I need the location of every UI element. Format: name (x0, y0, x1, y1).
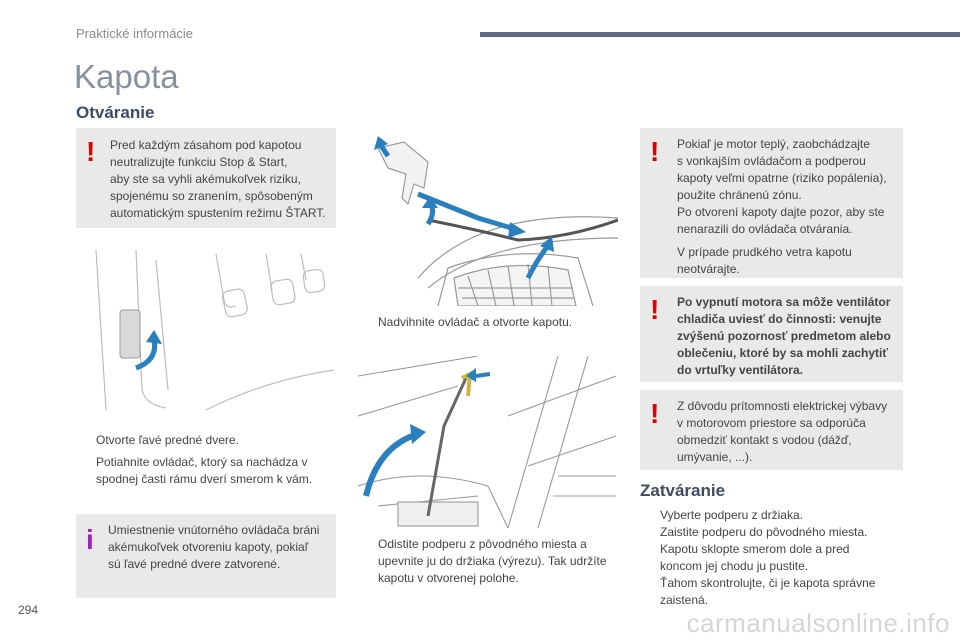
warning-box-water (640, 390, 903, 470)
illustration-interior-lever (76, 240, 336, 420)
warning-box-hot-engine (640, 128, 903, 278)
warning-text: Pokiaľ je motor teplý, zaobchádzajte s vonkajším ovládačom a podperou kapoty veľmi opatrne (riziko popálenia), použite chránenú zónu. Po otvorení kapoty dajte pozor, aby ste nenarazili do ovládača otvárania. V prípade prudkého vetra kapotu neotvárajte. (677, 137, 887, 276)
section-heading-opening: Otváranie (76, 103, 155, 122)
illustration-interior-lever-drawing (76, 240, 336, 420)
step-pull-lever: Potiahnite ovládač, ktorý sa nachádza v spodnej časti rámu dverí smerom k vám. (96, 455, 313, 486)
info-icon: i (86, 524, 94, 555)
step-lift-lever: Nadvihnite ovládač a otvorte kapotu. (378, 315, 573, 329)
warning-icon: ! (650, 398, 660, 429)
illustration-hood-release-drawing (358, 128, 618, 306)
warning-box-fan (640, 286, 903, 382)
illustration-prop-rod (358, 356, 618, 528)
illustration-prop-rod-drawing (358, 356, 618, 528)
page-title: Kapota (74, 58, 179, 95)
step-open-door: Otvorte ľavé predné dvere. (96, 433, 239, 447)
header-rule (480, 32, 960, 37)
warning-text: Pred každým zásahom pod kapotou neutralizujte funkciu Stop & Start, aby ste sa vyhli akémukoľvek riziku, spojenému so zranením, spôsobeným automatickým spustením režimu ŠTART. (110, 138, 326, 220)
warning-icon: ! (650, 136, 660, 167)
step-secure-prop: Odistite podperu z pôvodného miesta a upevnite ju do držiaka (výrezu). Tak udržíte kapotu v otvorenej polohe. (378, 537, 607, 585)
closing-steps: Vyberte podperu z držiaka. Zaistite podperu do pôvodného miesta. Kapotu sklopte smerom dole a pred koncom jej chodu ju pustite. Ťahom skontrolujte, či je kapota správne zaistená. (660, 508, 876, 607)
page-number: 294 (18, 603, 39, 617)
info-box-interior-lever (76, 514, 336, 598)
warning-icon: ! (650, 294, 660, 325)
warning-icon: ! (86, 136, 96, 167)
section-heading-closing: Zatváranie (640, 481, 726, 500)
warning-box-stop-start (76, 128, 336, 228)
section-header: Praktické informácie (76, 26, 194, 41)
info-text: Umiestnenie vnútorného ovládača bráni akémukoľvek otvoreniu kapoty, pokiaľ sú ľavé predné dvere zatvorené. (108, 523, 320, 571)
illustration-hood-release (358, 128, 618, 306)
warning-text: Z dôvodu prítomnosti elektrickej výbavy v motorovom priestore sa odporúča obmedziť kontakt s vodou (dážď, umývanie, ...). (677, 399, 888, 464)
watermark: carmanualsonline.info (686, 608, 950, 638)
warning-text: Po vypnutí motora sa môže ventilátor chladiča uviesť do činnosti: venujte zvýšenú pozornosť predmetom alebo oblečeniu, ktoré by sa mohli zachytiť do vrtuľky ventilátora. (677, 295, 891, 377)
